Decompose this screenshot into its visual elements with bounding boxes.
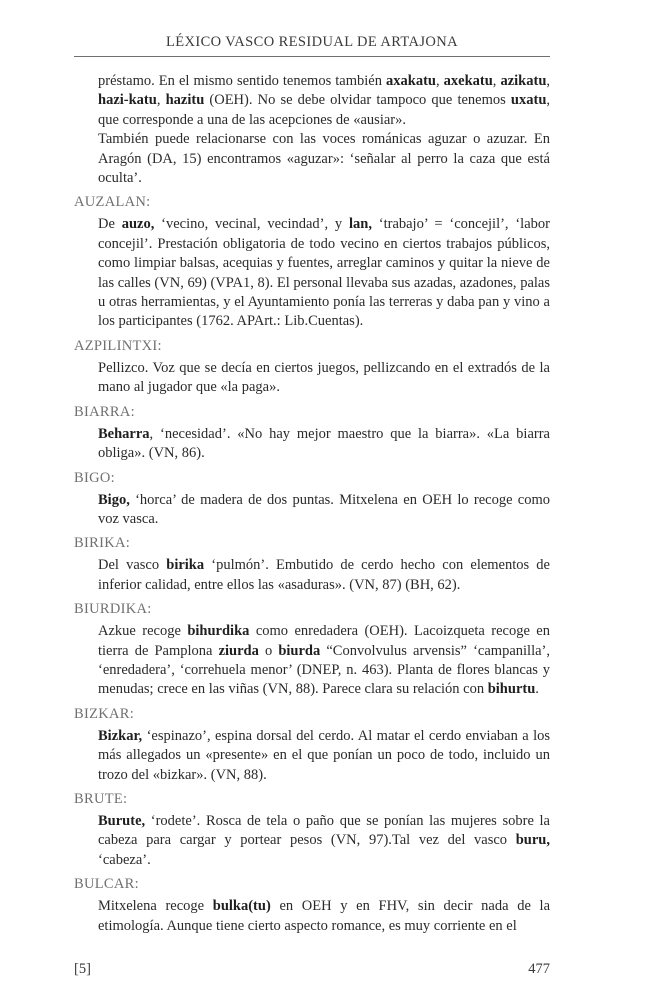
text-run: . [535,681,539,698]
headword-term: ziurda [218,642,259,659]
dictionary-entry [74,705,550,785]
entry-definition [98,812,550,870]
text-run: , que corresponde a una de las acepciones de «ausiar». [98,92,551,128]
headword-term: azikatu [500,73,547,89]
headword-term: hazi-katu [98,92,157,109]
entry-definition [98,622,550,700]
headword-term: auzo, [121,216,155,233]
page-number: 477 [528,961,550,977]
entry-heading: BULCAR: [74,876,139,893]
headword-term: Beharra [98,425,150,442]
entry-heading: BIGO: [74,469,115,486]
page-marker: [5] [74,961,91,977]
text-run: ‘vecino, vecinal, vecindad’, y [154,216,349,233]
entry-heading: BIRIKA: [74,535,131,552]
text-run: como enredadera (OEH). Lacoizqueta recoge en tierra de Pamplona [98,623,550,659]
text-run: También puede relacionarse con las voces románicas aguzar o azuzar. En Aragón (DA, 15) encontramos «aguzar»: ‘señalar al perro la caza que está oculta’. [98,131,550,187]
entry-definition [98,215,550,331]
headword-term: uxatu [510,92,547,109]
headword-term: birika [166,557,205,574]
headword-term: buru, [515,832,550,849]
text-run: ‘pulmón’. Embutido de cerdo hecho con elementos de inferior calidad, entre ellos las «asaduras». (VN, 87) (BH, 62). [98,557,550,593]
text-run: ‘cabeza’. [98,851,151,868]
headword-term: axakatu [386,73,436,89]
entry-heading: AUZALAN: [74,194,151,211]
text-run: Del vasco [98,557,167,574]
text-run: De [98,216,122,233]
headword-term: axekatu [443,73,493,89]
headword-term: biurda [278,642,321,659]
entry-definition [98,727,550,785]
page-body [74,72,550,936]
text-run: (OEH). No se debe olvidar tampoco que tenemos [204,92,511,109]
text-run: o [258,642,279,659]
text-run: Mitxelena recoge [98,898,213,915]
intro-section [74,72,550,188]
entry-definition [98,491,550,530]
entry-definition [98,897,550,936]
entries-list [74,193,550,936]
text-run: Azkue recoge [98,623,188,640]
entry-heading: BIZKAR: [74,705,135,722]
entry-heading: AZPILINTXI: [74,337,162,354]
text-run: préstamo. En el mismo sentido tenemos también [98,73,386,89]
dictionary-entry [74,193,550,331]
text-run: ‘horca’ de madera de dos puntas. Mitxelena en OEH lo recoge como voz vasca. [98,491,550,527]
text-run: en OEH y en FHV, sin decir nada de la etimología. Aunque tiene cierto aspecto romance, es muy corriente en el [98,898,551,934]
headword-term: lan, [348,216,372,233]
header-rule [74,56,550,57]
headword-term: bihurdika [187,623,250,640]
text-run: , [492,73,501,89]
headword-term: hazitu [165,92,205,109]
dictionary-entry [74,337,550,398]
dictionary-entry [74,790,550,870]
headword-term: Burute, [98,812,146,829]
text-run: ‘trabajo’ = ‘concejil’, ‘labor concejil’. Prestación obligatoria de todo vecino en ciertos trabajos públicos, como limpiar balsas, acequias y fuentes, arreglar caminos y quitar la nieve de las calles (VN, 69) (VPA1, 8). El personal llevaba sus azadas, azadones, palas u otras herramientas, y el Ayuntamiento ponía las terreras y daba pan y vino a los participantes (1762. APArt.: Lib.Cuentas). [98,216,550,330]
text-run: , [546,73,551,89]
headword-term: Bizkar, [98,727,143,744]
text-run: , ‘necesidad’. «No hay mejor maestro que la biarra». «La biarra obliga». (VN, 86). [98,425,550,462]
dictionary-entry [74,534,550,595]
intro-paragraph [98,72,550,130]
entry-heading: BIARRA: [74,403,135,420]
dictionary-entry [74,403,550,464]
text-run: “Convolvulus arvensis” ‘campanilla’, ‘enredadera’, ‘correhuela menor’ (DNEP, n. 463). Planta de flores blancas y menudas; crece en las viñas (VN, 88). Parece clara su relación con [98,642,550,698]
dictionary-entry [74,875,550,936]
dictionary-entry [74,600,550,700]
dictionary-entry [74,469,550,530]
entry-definition [98,556,550,595]
entry-heading: BIURDIKA: [74,601,152,618]
text-run: ‘rodete’. Rosca de tela o paño que se ponían las mujeres sobre la cabeza para cargar y portear pesos (VN, 97).Tal vez del vasco [98,812,550,849]
text-run: , [435,73,444,89]
text-run: ‘espinazo’, espina dorsal del cerdo. Al matar el cerdo enviaban a los más allegados un «presente» en el que ponían un poco de todo, incluido un trozo del «bizkar». (VN, 88). [98,727,550,783]
text-run: Pellizco. Voz que se decía en ciertos juegos, pellizcando en el extradós de la mano al jugador que «la paga». [98,359,550,396]
intro-paragraph [98,130,550,188]
entry-heading: BRUTE: [74,790,128,807]
running-header: LÉXICO VASCO RESIDUAL DE ARTAJONA [165,34,459,50]
entry-definition [98,359,550,398]
headword-term: bulka(tu) [212,898,271,915]
entry-definition [98,425,550,464]
headword-term: bihurtu [487,681,536,698]
text-run: , [156,92,166,109]
headword-term: Bigo, [98,491,130,508]
